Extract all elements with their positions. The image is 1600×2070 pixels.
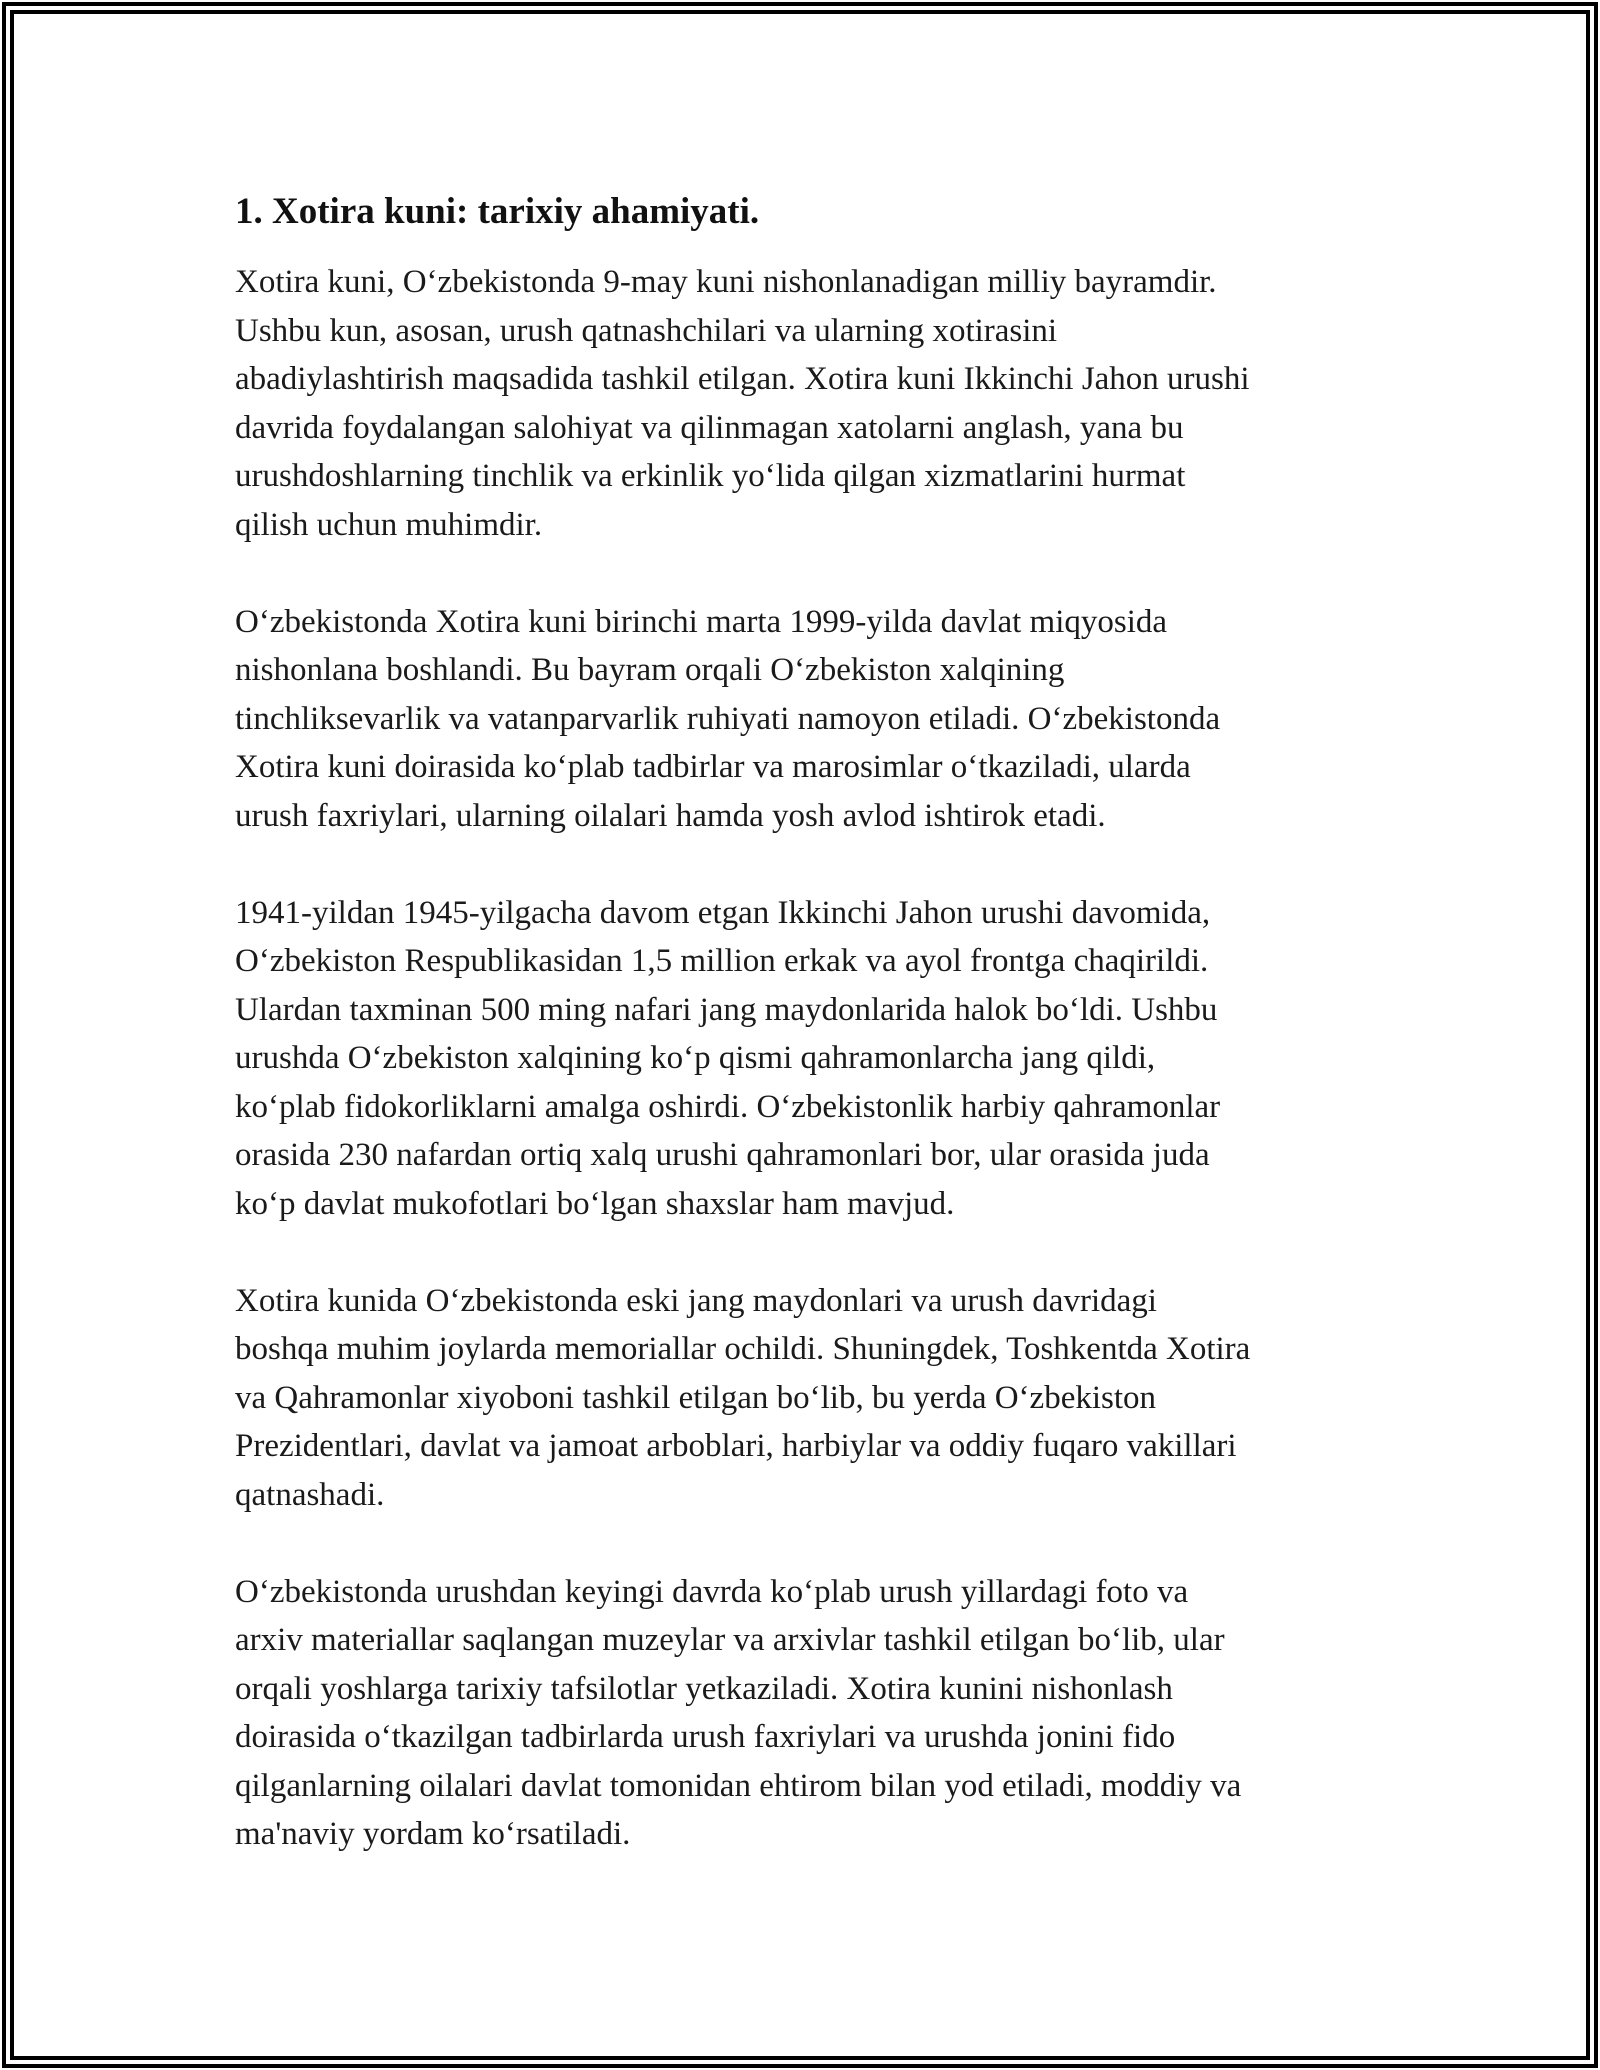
- paragraph-5: O‘zbekistonda urushdan keyingi davrda ko‘plab urush yillardagi foto va arxiv materiallar saqlangan muzeylar va arxivlar tashkil etilgan bo‘lib, ular orqali yoshlarga tarixiy tafsilotlar yetkaziladi. Xotira kunini nishonlash doirasida o‘tkazilgan tadbirlarda urush faxriylari va urushda jonini fido qilganlarning oilalari davlat tomonidan ehtirom bilan yod etiladi, moddiy va ma'naviy yordam ko‘rsatiladi.: [235, 1573, 1242, 1852]
- paragraph-4: Xotira kunida O‘zbekistonda eski jang maydonlari va urush davridagi boshqa muhim joylarda memoriallar ochildi. Shuningdek, Toshkentda Xotira va Qahramonlar xiyoboni tashkil etilgan bo‘lib, bu yerda O‘zbekiston Prezidentlari, davlat va jamoat arboblari, harbiylar va oddiy fuqaro vakillari qatnashadi.: [235, 1282, 1251, 1513]
- document-body: [235, 188, 1385, 1859]
- paragraph-1: Xotira kuni, O‘zbekistonda 9-may kuni nishonlanadigan milliy bayramdir. Ushbu kun, asosan, urush qatnashchilari va ularning xotirasini abadiylashtirish maqsadida tashkil etilgan. Xotira kuni Ikkinchi Jahon urushi davrida foydalangan salohiyat va qilinmagan xatolarni anglash, yana bu urushdoshlarning tinchlik va erkinlik yo‘lida qilgan xizmatlarini hurmat qilish uchun muhimdir.: [235, 264, 1250, 543]
- section-heading: 1. Xotira kuni: tarixiy ahamiyati.: [235, 191, 760, 232]
- paragraph-2: O‘zbekistonda Xotira kuni birinchi marta 1999-yilda davlat miqyosida nishonlana boshlandi. Bu bayram orqali O‘zbekiston xalqining tinchliksevarlik va vatanparvarlik ruhiyati namoyon etiladi. O‘zbekistonda Xotira kuni doirasida ko‘plab tadbirlar va marosimlar o‘tkaziladi, ularda urush faxriylari, ularning oilalari hamda yosh avlod ishtirok etadi.: [235, 603, 1221, 834]
- paragraph-3: 1941-yildan 1945-yilgacha davom etgan Ikkinchi Jahon urushi davomida, O‘zbekiston Respublikasidan 1,5 million erkak va ayol frontga chaqirildi. Ulardan taxminan 500 ming nafari jang maydonlarida halok bo‘ldi. Ushbu urushda O‘zbekiston xalqining ko‘p qismi qahramonlarcha jang qildi, ko‘plab fidokorliklarni amalga oshirdi. O‘zbekistonlik harbiy qahramonlar orasida 230 nafardan ortiq xalq urushi qahramonlari bor, ular orasida juda ko‘p davlat mukofotlari bo‘lgan shaxslar ham mavjud.: [235, 894, 1221, 1222]
